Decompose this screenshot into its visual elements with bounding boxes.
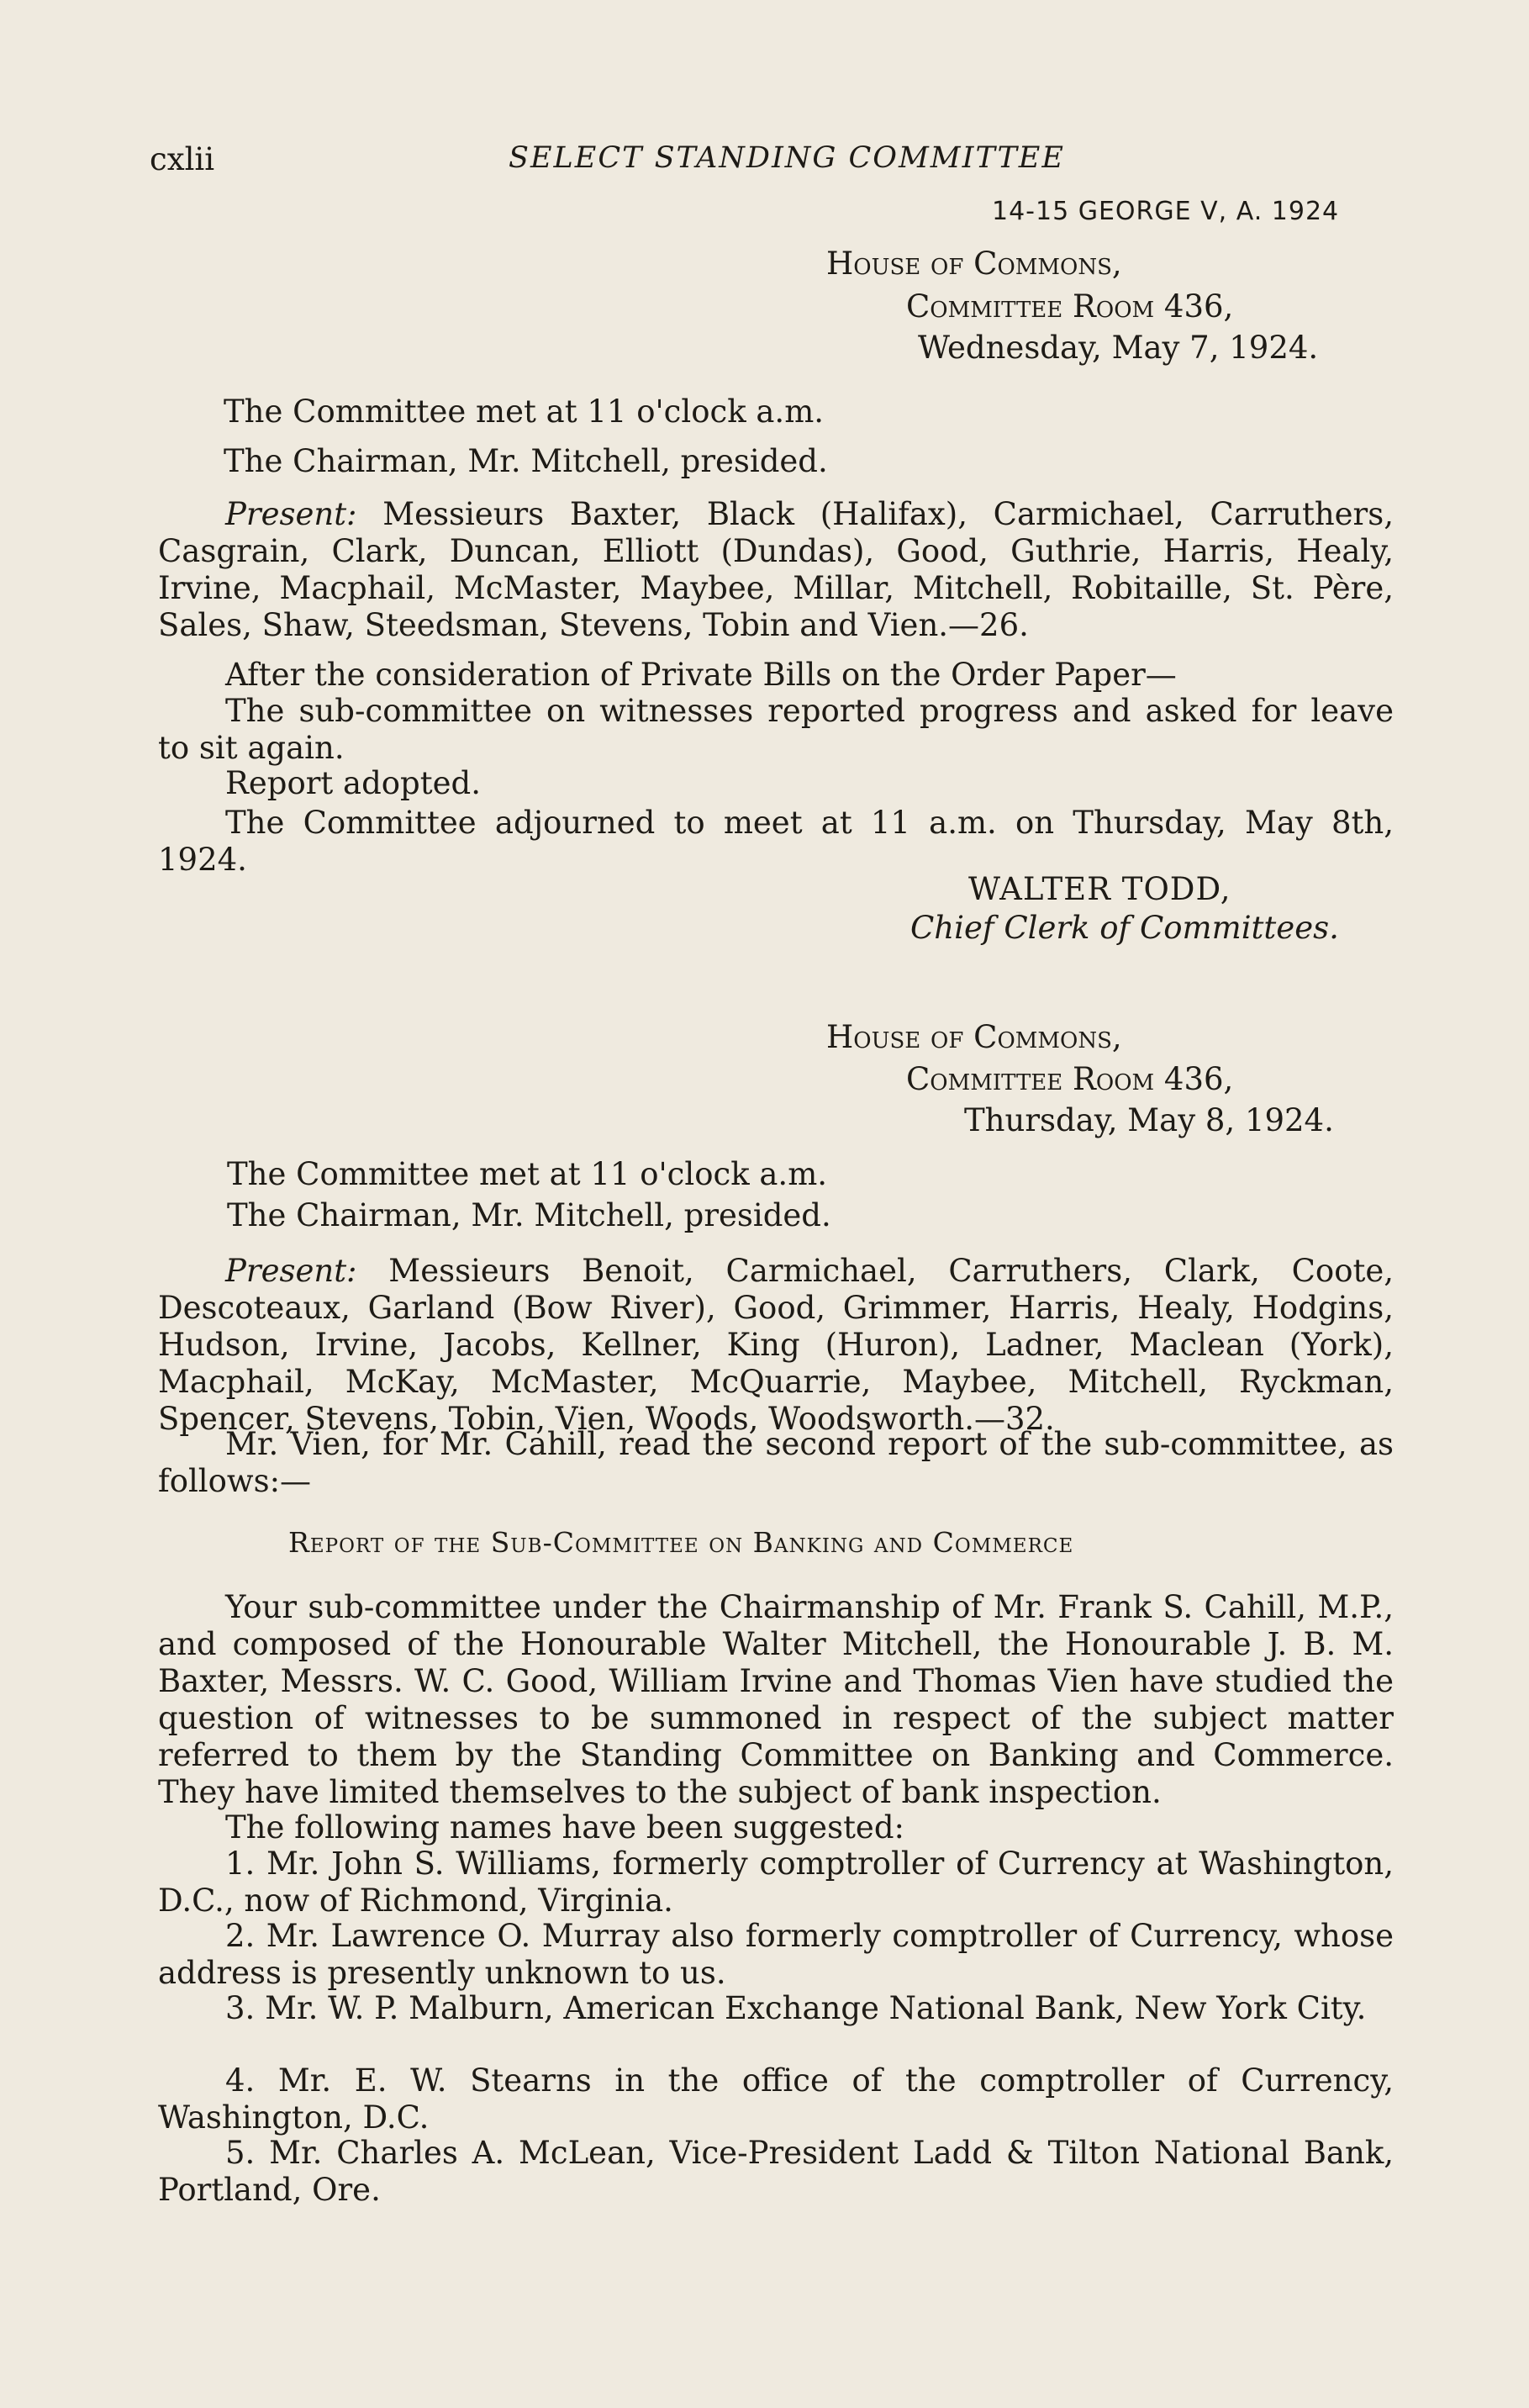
meeting1-paragraph-order-paper: After the consideration of Private Bills on the Order Paper— [225, 657, 1177, 693]
session-reference: 14-15 GEORGE V, A. 1924 [992, 197, 1340, 226]
meeting2-present-list: Messieurs Benoit, Carmichael, Carruthers, Clark, Coote, Descoteaux, Garland (Bow River), Good, Grimmer, Harris, Healy, Hodgins, Hudson, Irvine, Jacobs, Kellner, King (Huron), Ladner, Maclean (York), Macphail, McKay, McMaster, McQuarrie, Maybee, Mitchell, Ryckman, Spencer, Stevens, Tobin, Vien, Woods, Woodsworth.—32. [158, 1253, 1394, 1437]
meeting2-address-line2: Committee Room 436, [906, 1061, 1234, 1097]
report-heading: Report of the Sub-Committee on Banking and Commerce [288, 1526, 1074, 1559]
witness-item-5: 5. Mr. Charles A. McLean, Vice-President Ladd & Tilton National Bank, Portland, Ore. [158, 2135, 1394, 2208]
report-paragraph-names-suggested: The following names have been suggested: [225, 1809, 904, 1846]
meeting2-address-line1: House of Commons, [826, 1019, 1122, 1055]
meeting2-date: Thursday, May 8, 1924. [964, 1102, 1334, 1138]
signature-name: WALTER TODD, [968, 871, 1231, 907]
meeting1-address-line2: Committee Room 436, [906, 288, 1234, 325]
meeting1-present-list: Messieurs Baxter, Black (Halifax), Carmichael, Carruthers, Casgrain, Clark, Duncan, Elliott (Dundas), Good, Guthrie, Harris, Healy, Irvine, Macphail, McMaster, Maybee, Millar, Mitchell, Robitaille, St. Père, Sales, Shaw, Steedsman, Stevens, Tobin and Vien.—26. [158, 496, 1394, 643]
meeting1-date: Wednesday, May 7, 1924. [918, 330, 1319, 366]
meeting1-present-label: Present: [225, 496, 357, 532]
meeting2-paragraph-read-report: Mr. Vien, for Mr. Cahill, read the second report of the sub-committee, as follows:— [158, 1426, 1394, 1499]
meeting2-presided-line: The Chairman, Mr. Mitchell, presided. [227, 1197, 831, 1233]
running-title: SELECT STANDING COMMITTEE [509, 141, 1065, 175]
witness-item-3: 3. Mr. W. P. Malburn, American Exchange National Bank, New York City. [225, 1990, 1367, 2026]
witness-item-1: 1. Mr. John S. Williams, formerly comptroller of Currency at Washington, D.C., now of Richmond, Virginia. [158, 1846, 1394, 1919]
witness-item-4: 4. Mr. E. W. Stearns in the office of the comptroller of Currency, Washington, D.C. [158, 2062, 1394, 2136]
meeting1-paragraph-adjourned: The Committee adjourned to meet at 11 a.m. on Thursday, May 8th, 1924. [158, 805, 1394, 878]
report-paragraph-composition: Your sub-committee under the Chairmanship of Mr. Frank S. Cahill, M.P., and composed of the Honourable Walter Mitchell, the Honourable J. B. M. Baxter, Messrs. W. C. Good, William Irvine and Thomas Vien have studied the question of witnesses to be summoned in respect of the subject matter referred to them by the Standing Committee on Banking and Commerce. They have limited themselves to the subject of bank inspection. [158, 1589, 1394, 1810]
meeting1-presided-line: The Chairman, Mr. Mitchell, presided. [224, 443, 828, 479]
signature-title: Chief Clerk of Committees. [910, 910, 1339, 946]
witness-item-2: 2. Mr. Lawrence O. Murray also formerly comptroller of Currency, whose address is presently unknown to us. [158, 1918, 1394, 1991]
meeting2-present-paragraph [158, 1253, 1394, 1438]
page-number: cxlii [150, 141, 215, 177]
meeting1-address-line1: House of Commons, [826, 246, 1122, 282]
meeting2-present-label: Present: [225, 1253, 357, 1289]
meeting1-paragraph-report-adopted: Report adopted. [225, 765, 481, 801]
meeting1-present-paragraph [158, 496, 1394, 644]
meeting1-paragraph-subcommittee: The sub-committee on witnesses reported progress and asked for leave to sit again. [158, 693, 1394, 766]
meeting1-met-line: The Committee met at 11 o'clock a.m. [224, 393, 825, 430]
meeting2-met-line: The Committee met at 11 o'clock a.m. [227, 1156, 828, 1192]
